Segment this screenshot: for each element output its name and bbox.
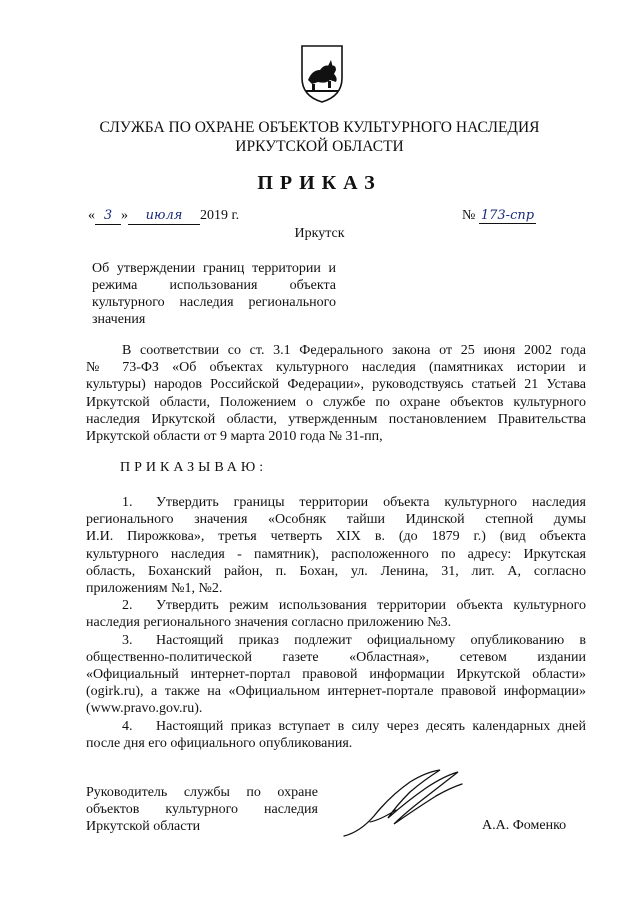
item-1-line: область, Боханский район, п. Бохан, ул. Ленина, 31, лит. А, согласно [86,563,586,579]
signer-title-line: Руководитель службы по охране [86,785,318,800]
subject-line: режима использования объекта [92,278,336,293]
preamble-line: Иркутской области, Положением о службе по охране объектов культурного [86,394,586,410]
item-1-line: регионального значения «Особняк тайши Идинской степной думы [86,512,586,528]
signer-name: А.А. Фоменко [482,818,567,833]
signature-icon [340,762,470,842]
item-2-line: наследия регионального значения согласно приложению №3. [86,615,452,631]
item-1-line: 1. Утвердить границы территории объекта культурного наследия [122,495,586,510]
item-2-line: 2. Утвердить режим использования территории объекта культурного [122,598,586,614]
signer-title [86,784,318,836]
item-1-line: И.И. Пирожкова», третья четверть XIX в. (до 1879 г.) (вид объекта [86,529,586,545]
preamble-line: наследия Иркутской области, утвержденным постановлением Правительства [86,411,586,427]
irkutsk-coat-of-arms-icon [300,44,344,104]
item-3-line: 3. Настоящий приказ подлежит официальному опубликованию в [122,632,586,648]
order-date [88,208,239,225]
preamble-line: культуры) народов Российской Федерации», руководствуясь статьей 21 Устава [86,377,586,393]
item-1-line: культурного наследия - памятник), расположенного по адресу: Иркутская [86,546,586,562]
subject-line: культурного наследия регионального [92,295,336,310]
item-4-line: после дня его официального опубликования. [86,735,353,751]
agency-name-line-2: ИРКУТСКОЙ ОБЛАСТИ [235,138,404,155]
preamble-line: В соответствии со ст. 3.1 Федерального закона от 25 июня 2002 года [122,343,586,358]
item-1-line: приложениям №1, №2. [86,581,223,597]
preamble [86,342,586,445]
order-title: ПРИКАЗ [257,172,382,194]
number-value: 173-спр [480,208,535,223]
item-number: 2. [122,598,133,614]
agency-name [60,118,579,156]
order-subject [92,260,336,328]
handwritten-signature [340,762,470,842]
order-number [462,208,536,224]
city: Иркутск [294,226,345,241]
decree-word: ПРИКАЗЫВАЮ: [120,460,268,475]
signer-title-line: объектов культурного наследия [86,802,318,818]
item-3-line: общественно-политической газете «Областная», сетевом издании [86,649,586,665]
date-year: 2019 г. [200,208,240,223]
date-day: 3 [103,208,113,223]
item-3-line: «Официальный интернет-портал правовой информации Иркутской области» [86,667,586,683]
order-items [86,494,586,752]
date-close-quote: » [121,208,128,223]
item-number: 3. [122,632,133,648]
preamble-line: Иркутской области от 9 марта 2010 года № 31-пп, [86,429,383,445]
item-4-line: 4. Настоящий приказ вступает в силу через десять календарных дней [122,718,586,734]
number-prefix: № [462,208,476,223]
coat-of-arms-emblem [300,44,344,104]
signer-title-line: Иркутской области [86,819,201,835]
date-month: июля [145,208,183,223]
agency-name-line-1: СЛУЖБА ПО ОХРАНЕ ОБЪЕКТОВ КУЛЬТУРНОГО НАСЛЕДИЯ [99,119,540,136]
item-number: 1. [122,495,133,510]
item-3-line: (ogirk.ru), а также на «Официальном интернет-портале правовой информации» [86,684,586,700]
subject-line: значения [92,312,146,327]
preamble-line: № 73-ФЗ «Об объектах культурного наследия (памятниках истории и [86,360,586,376]
date-open-quote: « [88,208,95,223]
subject-line: Об утверждении границ территории и [92,261,336,276]
item-number: 4. [122,718,133,734]
item-3-line: (www.pravo.gov.ru). [86,701,203,717]
